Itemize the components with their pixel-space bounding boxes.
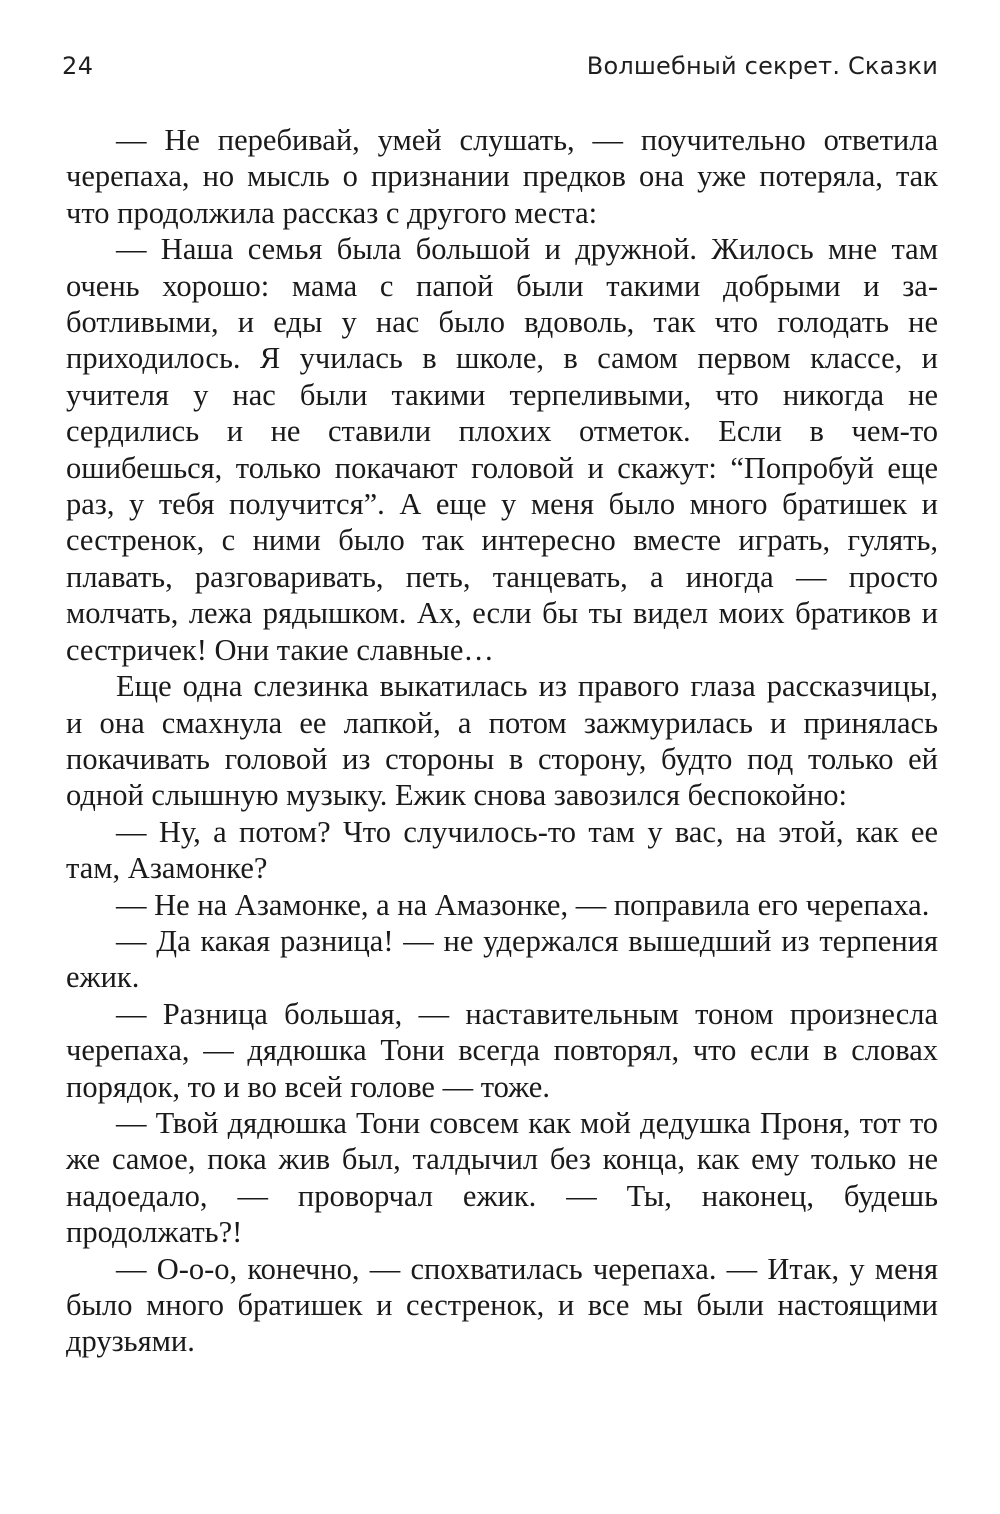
- paragraph: — Не перебивай, умей слушать, — поучительно ответила черепаха, но мысль о признании предков она уже потеряла, так что продолжила рассказ с другого места:: [66, 123, 938, 230]
- paragraph: — Твой дядюшка Тони совсем как мой дедушка Проня, тот то же самое, пока жив был, талдычил без конца, как ему только не надоедало, — проворчал ежик. — Ты, наконец, будешь продолжать?!: [66, 1105, 938, 1250]
- paragraph: — Не на Азамонке, а на Амазонке, — поправила его черепаха.: [116, 887, 930, 922]
- paragraph: — Да какая разница! — не удержался вышедший из терпения ежик.: [66, 923, 938, 995]
- paragraph: Еще одна слезинка выкатилась из правого глаза рассказчицы, и она смахнула ее лапкой, а потом зажмурилась и принялась покачивать головой из стороны в сторону, будто под только ей одной слышную музыку. Ежик снова завозился беспокойно:: [66, 669, 938, 813]
- body-text: [66, 122, 938, 1360]
- paragraph: — О-о-о, конечно, — спохватилась черепаха. — Итак, у меня было много братишек и сестренок, и все мы были настоящими друзьями.: [66, 1251, 938, 1359]
- paragraph: — Ну, а потом? Что случилось-то там у вас, на этой, как ее там, Азамонке?: [66, 814, 938, 886]
- book-title: Волшебный секрет. Сказки: [586, 52, 938, 80]
- running-header: [62, 44, 938, 84]
- paragraph: — Наша семья была большой и дружной. Жилось мне там очень хорошо: мама с папой были такими добрыми и заботливыми, и еды у нас было вдоволь, так что голодать не приходилось. Я училась в школе, в самом первом классе, и учителя у нас были такими терпеливыми, что никогда не сердились и не ставили плохих отметок. Если в чем-то ошибешься, только покачают головой и скажут: “Попробуй еще раз, у тебя получится”. А еще у меня было много братишек и сестренок, с ними было так интересно вместе играть, гулять, плавать, разговаривать, петь, танцевать, а иногда — просто молчать, лежа рядышком. Ах, если бы ты видел моих братиков и сестричек! Они такие славные…: [66, 232, 938, 667]
- page-number: 24: [62, 52, 94, 80]
- paragraph: — Разница большая, — наставительным тоном произнесла черепаха, — дядюшка Тони всегда повторял, что если в словах порядок, то и во всей голове — тоже.: [66, 996, 938, 1104]
